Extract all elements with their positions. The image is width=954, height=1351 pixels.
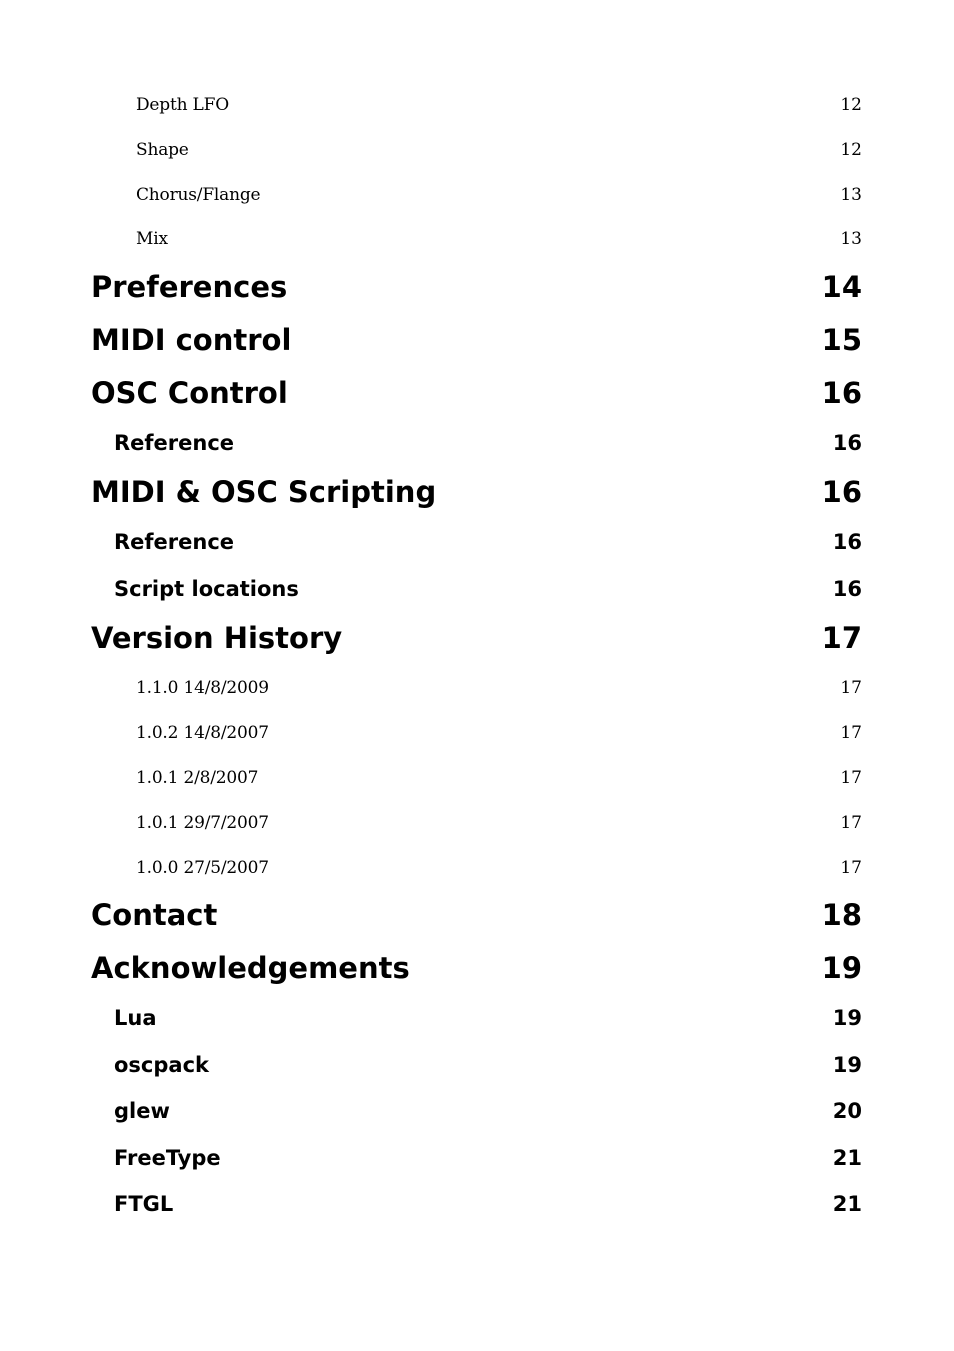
toc-entry-version-1-1-0[interactable] — [136, 675, 862, 701]
toc-entry-osc-reference[interactable] — [114, 428, 862, 458]
toc-entry-page: 12 — [840, 95, 862, 115]
toc-entry-title: Chorus/Flange — [136, 185, 261, 205]
toc-entry-version-1-0-0[interactable] — [136, 855, 862, 881]
toc-entry-page: 18 — [821, 898, 862, 932]
toc-entry-title: Reference — [114, 530, 235, 554]
toc-entry-title: Version History — [91, 621, 343, 655]
toc-entry-title: Acknowledgements — [91, 951, 410, 985]
toc-entry-version-1-0-1-aug[interactable] — [136, 765, 862, 791]
toc-entry-page: 16 — [832, 530, 862, 554]
toc-entry-title: 1.0.0 27/5/2007 — [136, 858, 269, 878]
toc-entry-title: Mix — [136, 229, 168, 249]
toc-entry-title: MIDI control — [91, 323, 292, 357]
toc-entry-page: 21 — [832, 1192, 862, 1216]
toc-entry-page: 16 — [821, 475, 862, 509]
toc-entry-depth-lfo[interactable] — [136, 92, 862, 118]
toc-entry-lua[interactable] — [114, 1003, 862, 1033]
toc-entry-title: Shape — [136, 140, 189, 160]
toc-entry-page: 17 — [840, 768, 862, 788]
toc-entry-page: 15 — [821, 323, 862, 357]
toc-entry-page: 17 — [821, 621, 862, 655]
toc-entry-title: 1.0.2 14/8/2007 — [136, 723, 269, 743]
toc-entry-mix[interactable] — [136, 226, 862, 252]
toc-entry-midi-control[interactable] — [91, 320, 862, 360]
toc-entry-freetype[interactable] — [114, 1143, 862, 1173]
toc-entry-page: 13 — [840, 229, 862, 249]
toc-entry-title: MIDI & OSC Scripting — [91, 475, 437, 509]
toc-entry-chorus-flange[interactable] — [136, 182, 862, 208]
toc-entry-contact[interactable] — [91, 895, 862, 935]
toc-entry-version-1-0-1-jul[interactable] — [136, 810, 862, 836]
toc-entry-title: Preferences — [91, 270, 288, 304]
toc-entry-title: oscpack — [114, 1053, 209, 1077]
toc-entry-page: 16 — [821, 376, 862, 410]
toc-entry-page: 12 — [840, 140, 862, 160]
toc-entry-title: Reference — [114, 431, 235, 455]
toc-entry-page: 13 — [840, 185, 862, 205]
toc-entry-title: glew — [114, 1099, 170, 1123]
toc-entry-version-history[interactable] — [91, 618, 862, 658]
toc-entry-title: Script locations — [114, 577, 299, 601]
toc-entry-title: Lua — [114, 1006, 157, 1030]
toc-entry-page: 17 — [840, 678, 862, 698]
toc-entry-title: Contact — [91, 898, 218, 932]
toc-entry-page: 21 — [832, 1146, 862, 1170]
toc-entry-title: 1.0.1 2/8/2007 — [136, 768, 259, 788]
toc-entry-page: 19 — [832, 1006, 862, 1030]
toc-entry-title: Depth LFO — [136, 95, 229, 115]
toc-entry-script-locations[interactable] — [114, 574, 862, 604]
toc-entry-scripting-reference[interactable] — [114, 527, 862, 557]
toc-entry-title: 1.1.0 14/8/2009 — [136, 678, 269, 698]
toc-entry-version-1-0-2[interactable] — [136, 720, 862, 746]
toc-entry-title: FTGL — [114, 1192, 174, 1216]
toc-entry-title: 1.0.1 29/7/2007 — [136, 813, 269, 833]
toc-entry-page: 20 — [832, 1099, 862, 1123]
toc-entry-oscpack[interactable] — [114, 1050, 862, 1080]
toc-entry-page: 16 — [832, 577, 862, 601]
toc-entry-page: 19 — [832, 1053, 862, 1077]
toc-entry-title: OSC Control — [91, 376, 288, 410]
toc-entry-title: FreeType — [114, 1146, 221, 1170]
toc-entry-page: 17 — [840, 813, 862, 833]
toc-entry-preferences[interactable] — [91, 267, 862, 307]
toc-entry-page: 17 — [840, 858, 862, 878]
toc-entry-page: 16 — [832, 431, 862, 455]
toc-entry-midi-osc-scripting[interactable] — [91, 472, 862, 512]
toc-entry-glew[interactable] — [114, 1096, 862, 1126]
toc-entry-page: 17 — [840, 723, 862, 743]
toc-entry-osc-control[interactable] — [91, 373, 862, 413]
toc-entry-page: 19 — [821, 951, 862, 985]
toc-entry-shape[interactable] — [136, 137, 862, 163]
toc-entry-acknowledgements[interactable] — [91, 948, 862, 988]
toc-entry-page: 14 — [821, 270, 862, 304]
toc-entry-ftgl[interactable] — [114, 1189, 862, 1219]
